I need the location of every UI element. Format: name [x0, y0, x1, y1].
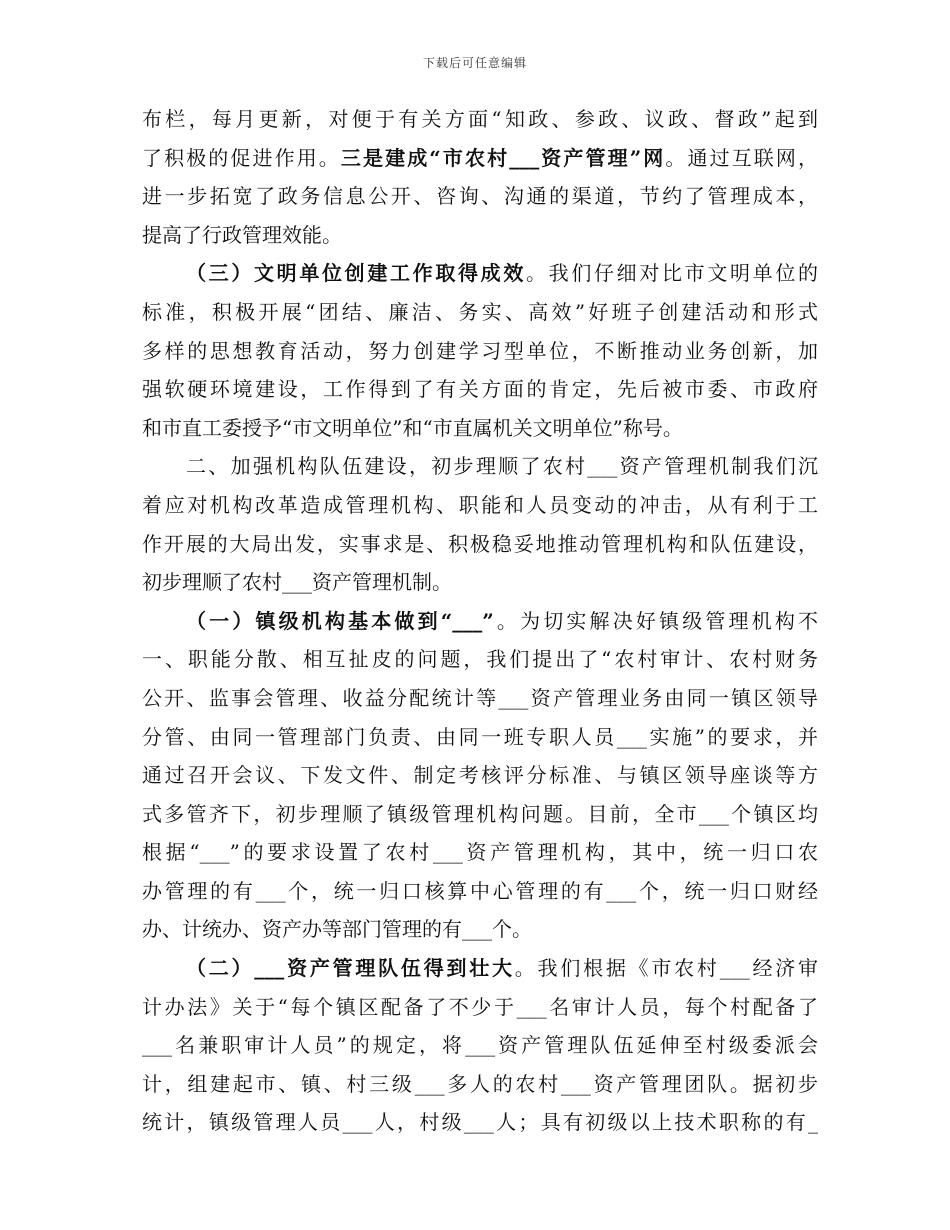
- text-segment: 。我们仔细对比市文明单位的: [526, 261, 818, 286]
- text-line: [142, 332, 818, 371]
- text-segment: 。我们根据《市农村___经济审: [514, 956, 818, 981]
- text-line: [142, 177, 818, 216]
- text-segment: 。为切实解决好镇级管理机构不: [493, 608, 818, 633]
- text-line: [142, 756, 818, 795]
- text-segment: 提高了行政管理效能。: [142, 222, 342, 247]
- text-segment: 统计，镇级管理人员___人，村级___人；具有初级以上技术职称的有_: [142, 1110, 818, 1135]
- text-line: [142, 100, 818, 139]
- text-segment: 初步理顺了农村___资产管理机制。: [142, 570, 452, 595]
- text-segment: 计，组建起市、镇、村三级___多人的农村___资产管理团队。据初步: [142, 1071, 818, 1096]
- text-line: [142, 602, 818, 641]
- text-line: [142, 949, 818, 988]
- text-line: [142, 216, 818, 255]
- text-segment: 计办法》关于“每个镇区配备了不少于___名审计人员，每个村配备了: [142, 994, 818, 1019]
- text-line: [142, 139, 818, 178]
- text-line: [142, 563, 818, 602]
- text-segment: 一、职能分散、相互扯皮的问题，我们提出了“农村审计、农村财务: [142, 647, 818, 672]
- text-segment: 通过召开会议、下发文件、制定考核评分标准、与镇区领导座谈等方: [142, 763, 818, 788]
- text-line: [142, 833, 818, 872]
- text-segment: 强软硬环境建设，工作得到了有关方面的肯定，先后被市委、市政府: [142, 377, 818, 402]
- text-segment: ___名兼职审计人员”的规定，将___资产管理队伍延伸至村级委派会: [142, 1033, 818, 1058]
- text-line: [142, 640, 818, 679]
- text-line: [142, 679, 818, 718]
- document-body: [142, 100, 818, 1142]
- text-segment: 。通过互联网，: [665, 145, 818, 170]
- bold-text-segment: （二）___资产管理队伍得到壮大: [186, 956, 515, 981]
- text-segment: 进一步拓宽了政务信息公开、咨询、沟通的渠道，节约了管理成本，: [142, 184, 818, 209]
- text-segment: 式多管齐下，初步理顺了镇级管理机构问题。目前，全市___个镇区均: [142, 801, 818, 826]
- text-line: [142, 447, 818, 486]
- text-segment: 标准，积极开展“团结、廉洁、务实、高效”好班子创建活动和形式: [142, 299, 818, 324]
- text-line: [142, 718, 818, 757]
- text-segment: 了积极的促进作用。: [142, 145, 341, 170]
- text-line: [142, 525, 818, 564]
- text-line: [142, 795, 818, 834]
- text-segment: 作开展的大局出发，实事求是、积极稳妥地推动管理机构和队伍建设，: [142, 531, 818, 556]
- text-segment: 着应对机构改革造成管理机构、职能和人员变动的冲击，从有利于工: [142, 492, 818, 517]
- text-segment: 公开、监事会管理、收益分配统计等___资产管理业务由同一镇区领导: [142, 685, 818, 710]
- text-line: [142, 1103, 818, 1142]
- text-line: [142, 254, 818, 293]
- text-line: [142, 910, 818, 949]
- text-line: [142, 1026, 818, 1065]
- text-segment: 办、计统办、资产办等部门管理的有___个。: [142, 917, 532, 942]
- text-line: [142, 872, 818, 911]
- text-line: [142, 988, 818, 1027]
- bold-text-segment: （三）文明单位创建工作取得成效: [186, 261, 526, 286]
- text-line: [142, 486, 818, 525]
- text-segment: 多样的思想教育活动，努力创建学习型单位，不断推动业务创新，加: [142, 338, 818, 363]
- text-line: [142, 293, 818, 332]
- text-line: [142, 370, 818, 409]
- bold-text-segment: （一）镇级机构基本做到“___”: [186, 608, 494, 633]
- bold-text-segment: 三是建成“市农村___资产管理”网: [340, 145, 666, 170]
- text-segment: 根据“___”的要求设置了农村___资产管理机构，其中，统一归口农: [142, 840, 818, 865]
- text-line: [142, 409, 818, 448]
- text-segment: 布栏，每月更新，对便于有关方面“知政、参政、议政、督政”起到: [142, 107, 818, 131]
- text-line: [142, 1065, 818, 1104]
- text-segment: 分管、由同一管理部门负责、由同一班专职人员___实施”的要求，并: [142, 724, 818, 749]
- text-segment: 和市直工委授予“市文明单位”和“市直属机关文明单位”称号。: [142, 415, 683, 440]
- text-segment: 办管理的有___个，统一归口核算中心管理的有___个，统一归口财经: [142, 878, 818, 903]
- text-segment: 二、加强机构队伍建设，初步理顺了农村___资产管理机制我们沉: [186, 454, 818, 479]
- page-header: 下载后可任意编辑: [422, 56, 527, 70]
